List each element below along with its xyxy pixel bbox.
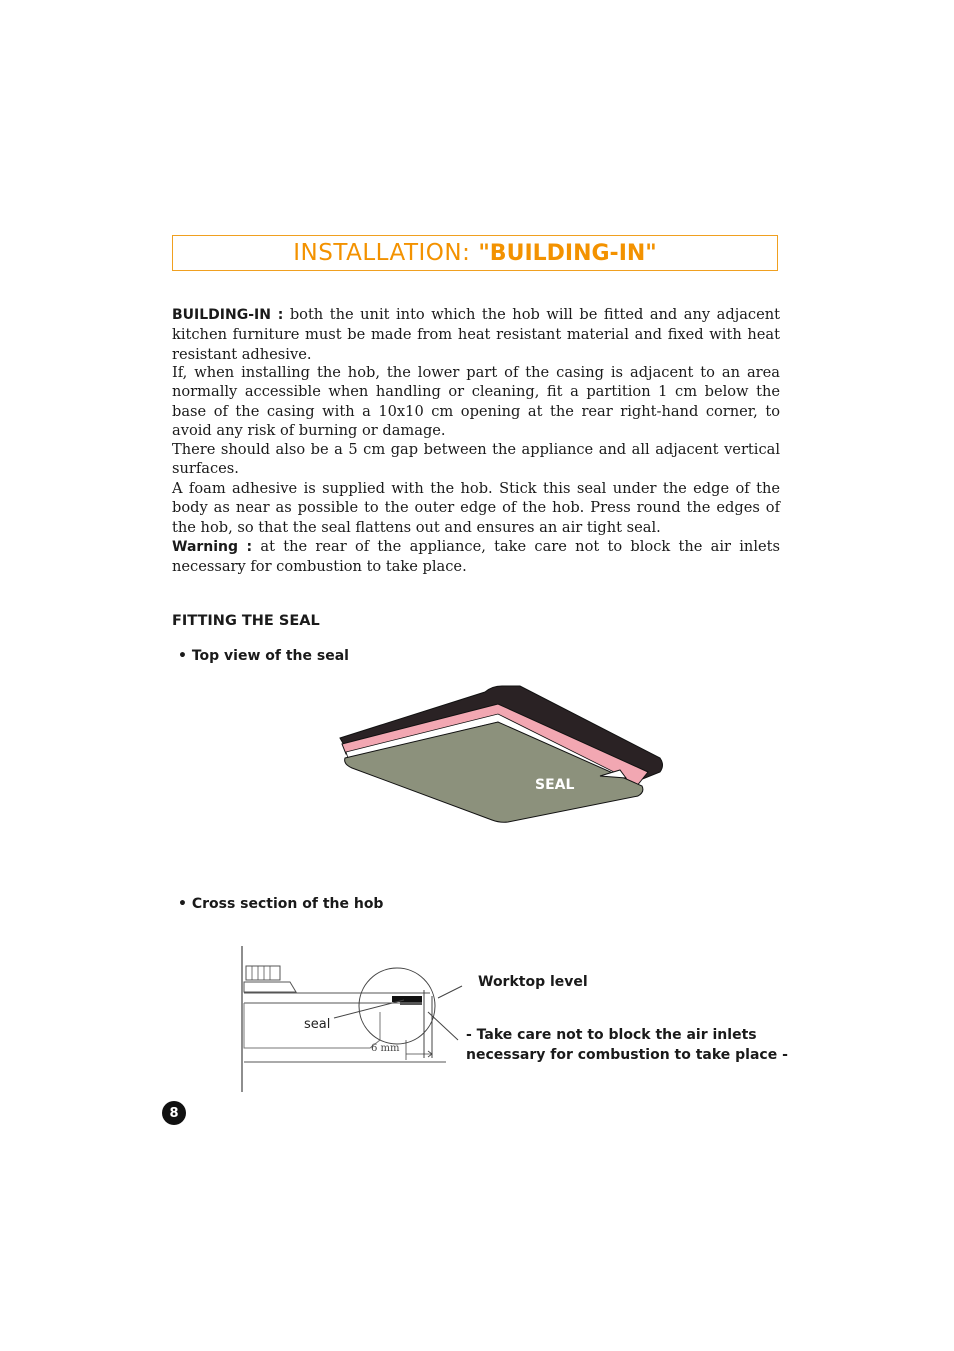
air-inlet-note-line2: necessary for combustion to take place -	[466, 1047, 788, 1063]
seal-callout-label: seal	[304, 1017, 331, 1032]
page-number: 8	[162, 1101, 186, 1125]
page-title-accent: "BUILDING-IN"	[478, 240, 657, 266]
page-title-box	[172, 235, 778, 271]
warning-lead: Warning :	[172, 538, 253, 555]
seal-top-view-illustration	[330, 680, 670, 830]
worktop-level-label: Worktop level	[478, 974, 588, 990]
paragraph-partition: If, when installing the hob, the lower part of the casing is adjacent to an area normally accessible when handling or cleaning, fit a partition 1 cm below the base of the casing with a 10x10 cm opening at the rear right-hand corner, to avoid any risk of burning or damage.	[172, 364, 780, 439]
air-inlet-note-line1: - Take care not to block the air inlets	[466, 1027, 757, 1043]
paragraph-foam-seal	[172, 479, 780, 576]
foam-seal-text: A foam adhesive is supplied with the hob. Stick this seal under the edge of the body as near as possible to the outer edge of the hob. Press round the edges of the hob, so that the seal flattens out and ensures an air tight seal.	[172, 480, 780, 536]
paragraph-building-in	[172, 305, 780, 364]
paragraph-gap: There should also be a 5 cm gap between the appliance and all adjacent vertical surfaces.	[172, 441, 780, 478]
bullet-cross-section: • Cross section of the hob	[178, 896, 384, 912]
section-heading: FITTING THE SEAL	[172, 613, 320, 629]
gap-dimension-label: 6 mm	[371, 1043, 400, 1054]
building-in-lead: BUILDING-IN :	[172, 307, 284, 323]
page-title: INSTALLATION:	[293, 240, 471, 266]
bullet-top-view: • Top view of the seal	[178, 648, 349, 664]
air-inlet-note	[466, 1025, 788, 1065]
hob-cross-section-illustration	[236, 940, 466, 1100]
building-in-text: both the unit into which the hob will be fitted and any adjacent kitchen furniture must be made from heat resistant material and fixed with heat resistant adhesive.	[172, 306, 780, 363]
seal-label: SEAL	[535, 777, 575, 793]
warning-text: at the rear of the appliance, take care not to block the air inlets necessary for combustion to take place.	[172, 537, 780, 576]
